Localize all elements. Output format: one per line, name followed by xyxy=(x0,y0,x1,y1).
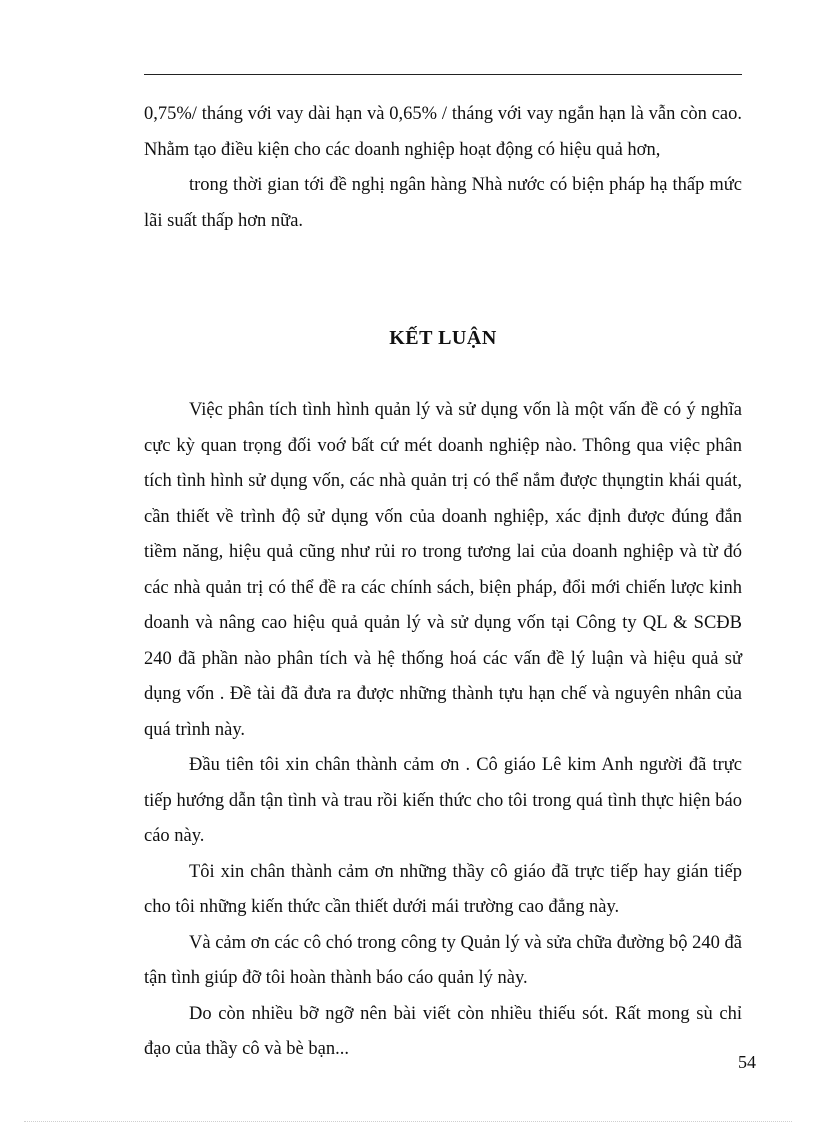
page-bottom-border xyxy=(24,1121,792,1122)
conclusion-paragraph-4: Và cảm ơn các cô chó trong công ty Quản lý và sửa chữa đường bộ 240 đã tận tình giúp đỡ tôi hoàn thành báo cáo quản lý này. xyxy=(144,932,742,988)
page-content xyxy=(144,97,742,1068)
conclusion-paragraph-3: Tôi xin chân thành cảm ơn những thầy cô giáo đã trực tiếp hay gián tiếp cho tôi những kiến thức cần thiết dưới mái trường cao đẳng này. xyxy=(144,861,742,917)
header-rule xyxy=(144,74,742,75)
page-number: 54 xyxy=(738,1052,756,1072)
conclusion-paragraph-1: Việc phân tích tình hình quản lý và sử dụng vốn là một vấn đề có ý nghĩa cực kỳ quan trọng đối voớ bất cứ mét doanh nghiệp nào. Thông qua việc phân tích tình hình sử dụng vốn, các nhà quản trị có thể nắm được thụngtin khái quát, cần thiết về trình độ sử dụng vốn của doanh nghiệp, xác định được đúng đắn tiềm năng, hiệu quả cũng như rủi ro trong tương lai của doanh nghiệp và từ đó các nhà quản trị có thể đề ra các chính sách, biện pháp, đổi mới chiến lược kinh doanh và nâng cao hiệu quả quản lý và sử dụng vốn tại Công ty QL & SCĐB 240 đã phần nào phân tích và hệ thống hoá các vấn đề lý luận và hiệu quả sử dụng vốn . Đề tài đã đưa ra được những thành tựu hạn chế và nguyên nhân của quá trình này. xyxy=(144,400,742,740)
continuation-paragraph-2: trong thời gian tới đề nghị ngân hàng Nhà nước có biện pháp hạ thấp mức lãi suất thấp hơn nữa. xyxy=(144,175,742,231)
conclusion-paragraph-5: Do còn nhiều bỡ ngỡ nên bài viết còn nhiều thiếu sót. Rất mong sù chỉ đạo của thầy cô và bè bạn... xyxy=(144,1003,742,1059)
section-title: KẾT LUẬN xyxy=(389,327,497,349)
conclusion-paragraph-2: Đầu tiên tôi xin chân thành cảm ơn . Cô giáo Lê kim Anh người đã trực tiếp hướng dẫn tận tình và trau rồi kiến thức cho tôi trong quá tình thực hiện báo cáo này. xyxy=(144,755,742,846)
continuation-paragraph-1: 0,75%/ tháng với vay dài hạn và 0,65% / tháng với vay ngắn hạn là vẫn còn cao. Nhằm tạo điều kiện cho các doanh nghiệp hoạt động có hiệu quả hơn, xyxy=(144,104,742,160)
